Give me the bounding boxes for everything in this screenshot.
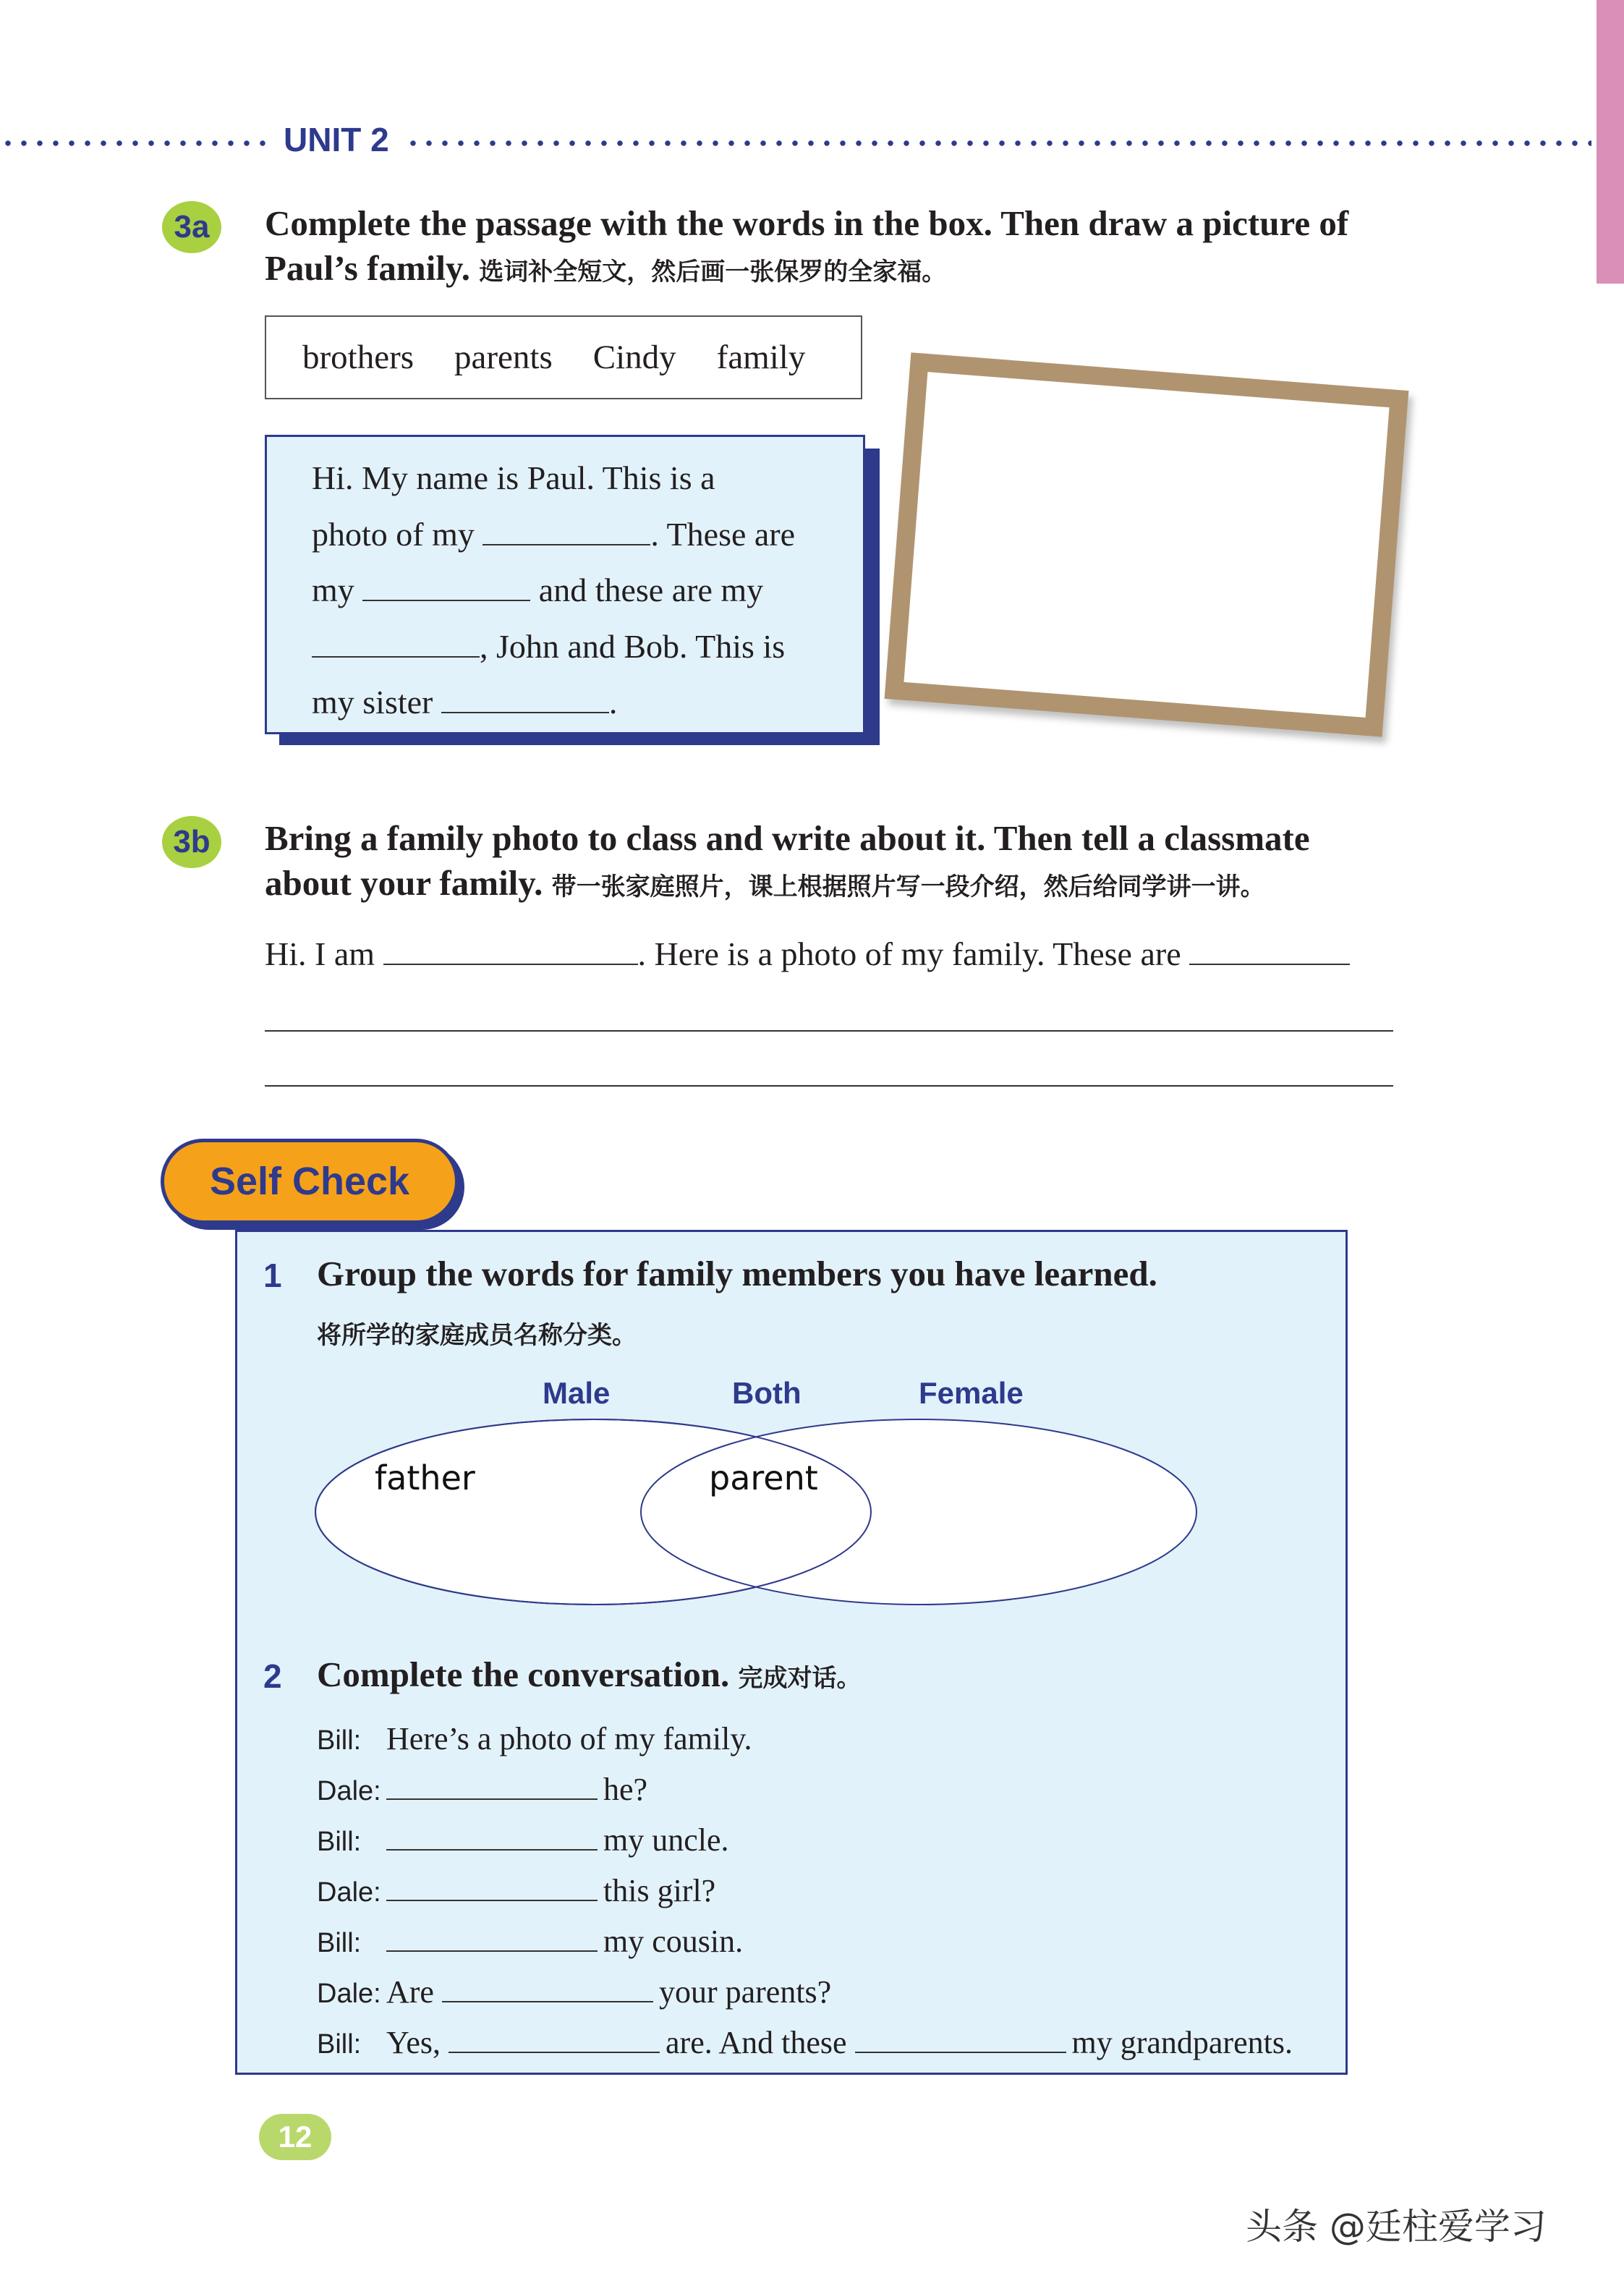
speaker: Bill: <box>317 1928 362 1958</box>
instruction-3a-cn: 选词补全短文，然后画一张保罗的全家福。 <box>479 259 947 286</box>
conversation-line <box>317 1968 1293 2018</box>
blank-name[interactable] <box>383 937 638 965</box>
watermark: 头条 @廷柱爱学习 <box>1246 2206 1547 2248</box>
photo-frame[interactable] <box>885 352 1409 737</box>
side-tab <box>1597 0 1624 284</box>
speaker: Dale: <box>317 1877 381 1908</box>
line-text: my grandparents. <box>1071 2025 1293 2060</box>
passage-line <box>312 619 863 675</box>
instruction-3b-line2 <box>265 861 1310 910</box>
self-check-title: Self Check <box>161 1139 459 1224</box>
writing-text: Hi. I am <box>265 935 375 972</box>
question-1-number: 1 <box>263 1257 282 1294</box>
instruction-3a <box>265 201 1348 295</box>
question-2-cn: 完成对话。 <box>738 1665 862 1692</box>
conversation-line <box>317 1715 1293 1765</box>
speaker: Dale: <box>317 1776 381 1806</box>
instruction-3b <box>265 816 1310 910</box>
line-text: this girl? <box>603 1873 716 1908</box>
line-text: he? <box>603 1772 648 1807</box>
instruction-3a-en: Paul’s family. <box>265 248 471 288</box>
line-text: my cousin. <box>603 1924 744 1959</box>
answer-blank[interactable] <box>386 1773 598 1800</box>
question-2-en: Complete the conversation. <box>317 1654 730 1694</box>
unit-title: UNIT 2 <box>284 121 389 158</box>
conversation-line <box>317 1917 1293 1968</box>
speaker: Bill: <box>317 2029 362 2060</box>
passage-line <box>312 450 863 506</box>
passage-line <box>312 562 863 619</box>
writing-line-2[interactable] <box>265 1030 1393 1032</box>
venn-entry-father: father <box>375 1458 475 1497</box>
venn-label-male: Male <box>543 1376 611 1410</box>
line-text: Yes, <box>386 2025 441 2060</box>
answer-blank[interactable] <box>855 2026 1066 2053</box>
passage-text: Hi. My name is Paul. This is a <box>312 459 715 496</box>
blank-parents[interactable] <box>362 573 530 601</box>
speaker: Dale: <box>317 1979 381 2009</box>
passage-text: my sister <box>312 684 433 721</box>
question-1-title: Group the words for family members you have learned. <box>317 1254 1157 1293</box>
question-1-cn: 将所学的家庭成员名称分类。 <box>317 1322 637 1349</box>
line-text: your parents? <box>658 1974 832 2010</box>
badge-3a: 3a <box>162 201 221 253</box>
answer-blank[interactable] <box>386 1824 598 1851</box>
writing-line-1 <box>265 935 1350 973</box>
passage-box <box>265 435 865 734</box>
word-box-item: family <box>716 339 806 376</box>
badge-3b: 3b <box>162 816 221 868</box>
blank-cindy[interactable] <box>441 685 609 713</box>
passage-text: . These are <box>650 515 796 553</box>
conversation <box>317 1715 1293 2069</box>
blank-family[interactable] <box>482 517 650 545</box>
instruction-3b-cn: 带一张家庭照片，课上根据照片写一段介绍，然后给同学讲一讲。 <box>551 874 1265 901</box>
answer-blank[interactable] <box>386 1874 598 1901</box>
line-text: Are <box>386 1974 434 2010</box>
passage-text: and these are my <box>538 572 764 608</box>
answer-blank[interactable] <box>442 1976 653 2002</box>
answer-blank[interactable] <box>448 2026 660 2053</box>
word-box-item: Cindy <box>592 339 676 376</box>
line-text: Here’s a photo of my family. <box>386 1721 752 1756</box>
writing-text: . Here is a photo of my family. These are <box>637 935 1181 972</box>
conversation-line <box>317 1816 1293 1866</box>
conversation-line <box>317 1866 1293 1917</box>
writing-line-3[interactable] <box>265 1085 1393 1087</box>
answer-blank[interactable] <box>386 1925 598 1952</box>
venn-label-both: Both <box>732 1376 802 1410</box>
instruction-3a-line2 <box>265 246 1348 295</box>
blank-these-are[interactable] <box>1189 937 1350 965</box>
header-dots-left <box>0 140 269 147</box>
word-box-item: brothers <box>302 339 414 376</box>
passage-text: . <box>608 684 618 721</box>
word-box-item: parents <box>454 339 553 376</box>
venn-label-female: Female <box>919 1376 1024 1410</box>
page-number: 12 <box>259 2114 331 2160</box>
word-box <box>265 315 862 399</box>
venn-entry-parent: parent <box>709 1458 818 1497</box>
instruction-3b-line1: Bring a family photo to class and write about it. Then tell a classmate <box>265 818 1310 858</box>
question-2-number: 2 <box>263 1657 282 1695</box>
passage-text: my <box>312 572 354 608</box>
passage-line <box>312 506 863 563</box>
conversation-line <box>317 2018 1293 2069</box>
line-text: my uncle. <box>603 1822 729 1858</box>
instruction-3b-en: about your family. <box>265 863 543 903</box>
conversation-line <box>317 1765 1293 1816</box>
speaker: Bill: <box>317 1725 362 1756</box>
instruction-3a-line1: Complete the passage with the words in the box. Then draw a picture of <box>265 203 1349 243</box>
venn-diagram <box>311 1415 1223 1610</box>
speaker: Bill: <box>317 1827 362 1857</box>
line-text: are. And these <box>666 2025 847 2060</box>
passage-line <box>312 674 863 731</box>
passage-text: photo of my <box>312 515 475 553</box>
passage-text: , John and Bob. This is <box>480 627 786 665</box>
question-2-title <box>317 1652 861 1701</box>
header-dots-right <box>405 140 1591 147</box>
blank-brothers[interactable] <box>312 629 480 658</box>
venn-ellipse-right <box>641 1419 1196 1605</box>
